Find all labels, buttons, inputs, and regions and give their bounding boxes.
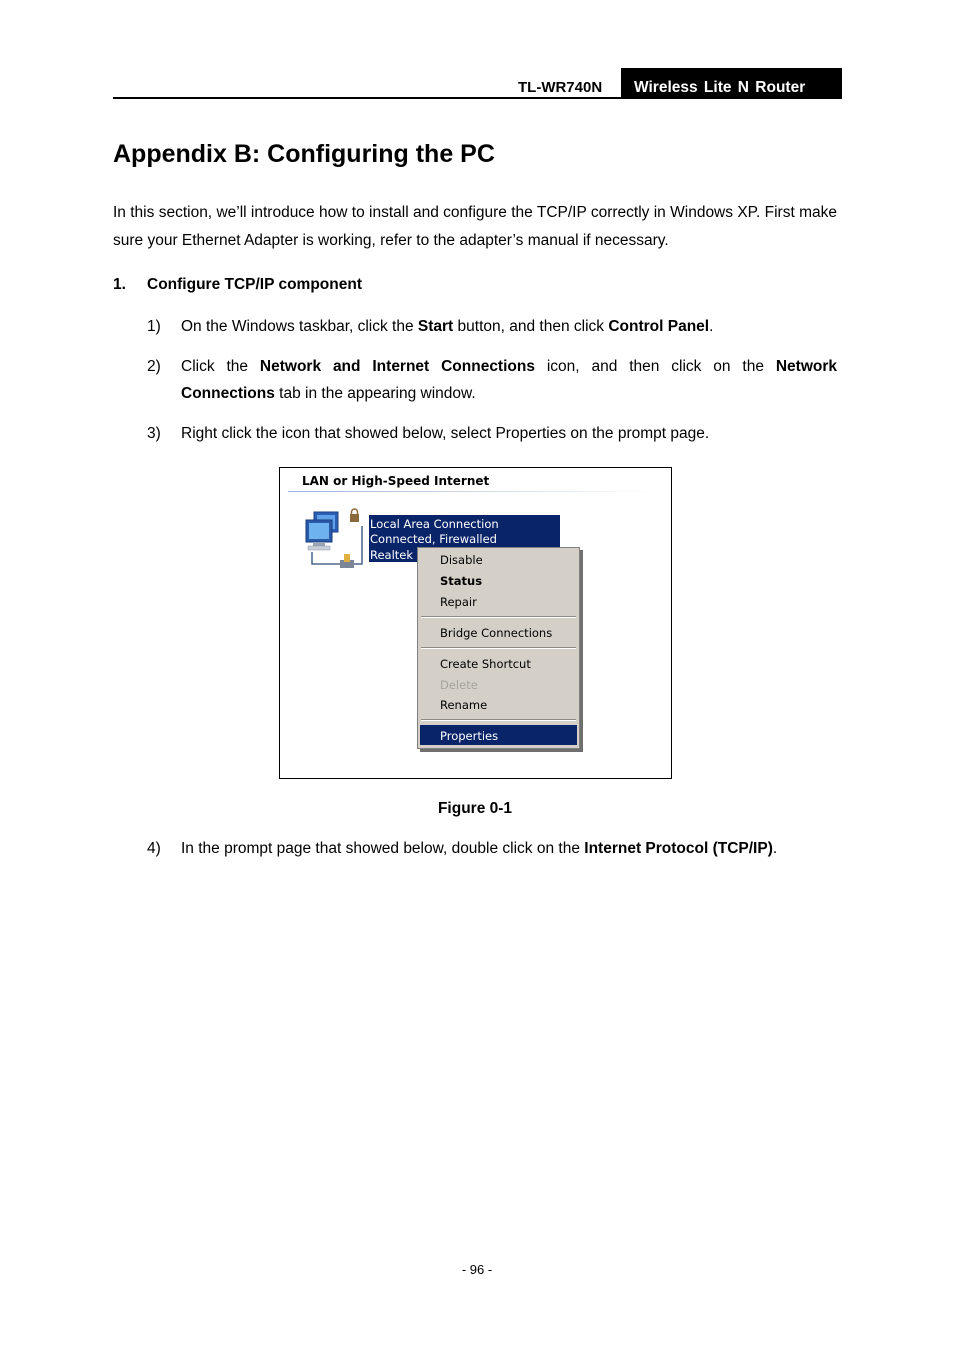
page-title: Appendix B: Configuring the PC (113, 140, 495, 168)
step-bold-network-internet: Network and Internet Connections (259, 358, 535, 375)
menu-item-repair[interactable]: Repair (440, 595, 477, 609)
figure-heading: LAN or High-Speed Internet (302, 474, 490, 488)
intro-paragraph: In this section, we’ll introduce how to install and configure the TCP/IP correctly in Windows XP. First make sure your Ethernet Adapter is working, refer to the adapter’s manual if necessary. (113, 204, 837, 249)
step-bold-control-panel: Control Panel (608, 318, 710, 335)
menu-item-bridge-connections[interactable]: Bridge Connections (440, 626, 553, 640)
context-menu (417, 547, 580, 749)
step-2 (147, 353, 837, 407)
step-1 (147, 313, 837, 340)
section-heading (113, 276, 362, 294)
step-bold-internet-protocol: Internet Protocol (TCP/IP) (584, 840, 773, 857)
network-connection-icon (304, 508, 370, 570)
step-text-part: In the prompt page that showed below, double click on the (181, 840, 585, 857)
header-product-badge: Wireless Lite N Router (621, 68, 842, 99)
menu-item-status[interactable]: Status (440, 574, 483, 588)
step-text-part: On the Windows taskbar, click the (181, 318, 418, 335)
step-number: 1) (147, 318, 161, 335)
menu-item-properties[interactable]: Properties (440, 729, 499, 743)
menu-item-delete: Delete (440, 678, 478, 692)
step-number: 4) (147, 840, 161, 857)
step-text-part: button, and then click (453, 318, 609, 335)
figure-screenshot (279, 467, 672, 779)
page-number: - 96 - (461, 1262, 493, 1277)
connection-status: Connected, Firewalled (370, 532, 497, 546)
step-number: 2) (147, 358, 161, 375)
step-text (181, 835, 837, 862)
step-text: Right click the icon that showed below, select Properties on the prompt page. (181, 425, 710, 442)
step-text (181, 313, 837, 340)
menu-item-disable[interactable]: Disable (440, 553, 483, 567)
step-text-part: . (709, 318, 714, 335)
step-text-part: tab in the appearing window. (274, 385, 476, 402)
step-bold-network-connections: Network Connections (181, 358, 837, 402)
menu-item-create-shortcut[interactable]: Create Shortcut (440, 657, 531, 671)
figure-heading-divider (288, 491, 658, 492)
section-title: Configure TCP/IP component (147, 276, 362, 293)
menu-separator (421, 647, 576, 649)
menu-separator (421, 719, 576, 721)
step-text-part: icon, and then click on the (534, 358, 776, 375)
connection-name: Local Area Connection (370, 517, 499, 531)
step-text-part: . (772, 840, 778, 857)
step-3 (147, 420, 837, 447)
header-model: TL-WR740N (518, 79, 603, 96)
figure-caption: Figure 0-1 (437, 800, 513, 817)
menu-separator (421, 616, 576, 618)
step-number: 3) (147, 425, 161, 442)
section-number: 1. (113, 276, 126, 293)
step-bold-start: Start (417, 318, 454, 335)
step-text (181, 353, 837, 407)
step-4 (147, 835, 837, 862)
step-text-part: Click the (181, 358, 260, 375)
menu-item-rename[interactable]: Rename (440, 698, 488, 712)
connection-adapter: Realtek (370, 548, 414, 562)
header-rule (113, 97, 842, 99)
